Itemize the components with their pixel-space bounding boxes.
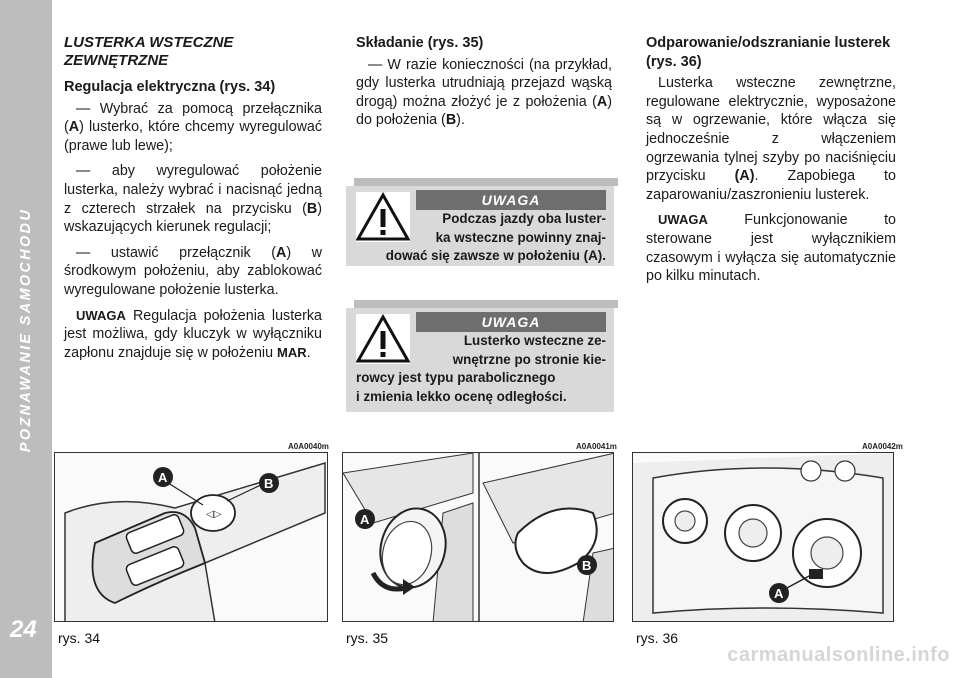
figure-door-switch-panel: [54, 452, 328, 622]
paragraph-select-mirror: — Wybrać za pomocą przełącznika (A) lusterko, które chcemy wyregulować (prawe lub lewe);: [64, 100, 322, 154]
warning-title: UWAGA: [416, 190, 606, 210]
watermark: carmanualsonline.info: [727, 644, 950, 666]
svg-text:◁▷: ◁▷: [206, 509, 222, 520]
warning-text: Lusterko wsteczne ze- wnętrzne po stronie kie- rowcy jest typu parabolicznego i zmienia lekko ocenę odległości.: [356, 333, 606, 404]
subheading-demisting: Odparowanie/odszranianie lusterek (rys. 36): [646, 35, 891, 70]
figure-climate-controls: [632, 452, 894, 622]
warning-box-mirrors-position: [346, 186, 614, 266]
section-sidebar: [0, 0, 52, 678]
figure-label-b: B: [264, 476, 274, 491]
figure-code: A0A0040m: [288, 442, 329, 451]
column-folding: [356, 34, 612, 130]
warning-box-parabolic-mirror: [346, 308, 614, 412]
section-title: POZNAWANIE SAMOCHODU: [18, 207, 34, 453]
column-demisting: [646, 34, 896, 286]
subheading-folding: Składanie (rys. 35): [356, 35, 484, 51]
paragraph-press-arrows: — aby wyregulować położenie lusterka, należy wybrać i nacisnąć jedną z czterech strzałek na przycisku (B) wskazujących kierunek regulacji;: [64, 163, 322, 236]
figure-label-a: A: [158, 470, 168, 485]
warning-text: Podczas jazdy oba luster- ka wsteczne powinny znaj- dować się zawsze w położeniu (A).: [385, 211, 606, 263]
note-timer: UWAGA Funkcjonowanie to sterowane jest wyłącznikiem czasowym i wyłącza się automatycznie po kilku minutach.: [646, 212, 896, 285]
page-number: 24: [10, 616, 37, 643]
figure-caption: rys. 34: [58, 630, 101, 646]
figure-mirror-folding: [342, 452, 614, 622]
paragraph-heating: Lusterka wsteczne zewnętrzne, regulowane elektrycznie, wyposażone są w ogrzewanie, które włącza się jednocześnie z włączeniem ogrzewania tylnej szyby po naciśnięciu przycisku (A). Zapobiega to zaparowaniu/zaszronieniu lusterek.: [646, 75, 896, 203]
subheading-electric-adjustment: Regulacja elektryczna (rys. 34): [64, 79, 276, 95]
figure-label-a: A: [360, 512, 370, 527]
figure-label-a: A: [774, 586, 784, 601]
figure-caption: rys. 35: [346, 630, 389, 646]
section-heading: LUSTERKA WSTECZNE ZEWNĘTRZNE: [64, 34, 234, 69]
paragraph-lock-position: — ustawić przełącznik (A) w środkowym położeniu, aby zablokować wyregulowane położenie lusterka.: [64, 244, 322, 298]
figure-label-b: B: [582, 558, 592, 573]
paragraph-folding: — W razie konieczności (na przykład, gdy lusterka utrudniają przejazd wąską drogą) można złożyć je z położenia (A) do położenia (B).: [356, 56, 612, 129]
figure-code: A0A0042m: [862, 442, 903, 451]
figure-caption: rys. 36: [636, 630, 679, 646]
column-electric-adjustment: [64, 34, 322, 362]
figure-code: A0A0041m: [576, 442, 617, 451]
note-ignition: UWAGA Regulacja położenia lusterka jest możliwa, gdy kluczyk w wyłączniku zapłonu znajduje się w położeniu MAR.: [64, 307, 322, 361]
warning-title: UWAGA: [416, 312, 606, 332]
